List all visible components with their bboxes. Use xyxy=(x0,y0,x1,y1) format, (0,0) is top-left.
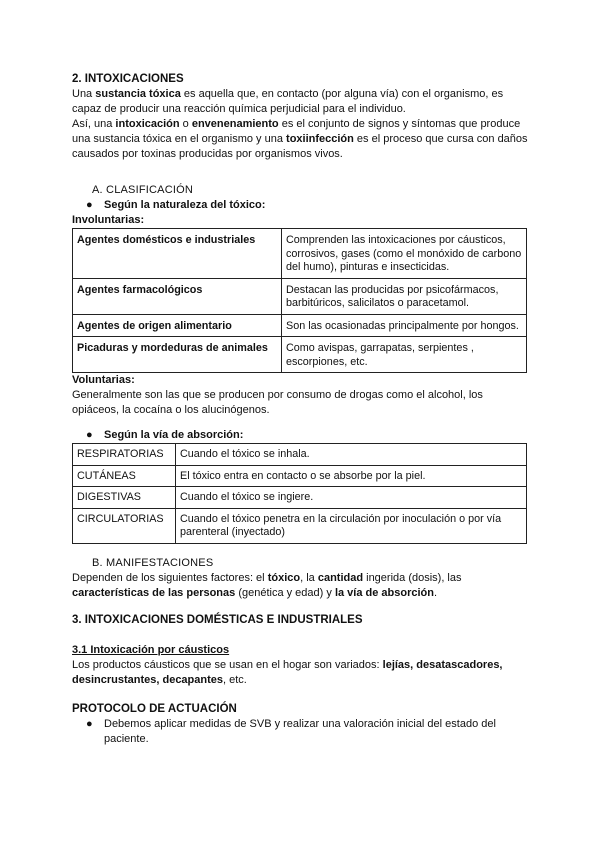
table-cell-value: Comprenden las intoxicaciones por cáusticos, corrosivos, gases (como el monóxido de carbono del humo), pinturas e insecticidas. xyxy=(282,229,527,279)
bold-text: envenenamiento xyxy=(191,118,279,130)
bold-text: características de las personas xyxy=(72,586,236,599)
bullet-protocolo-text: Debemos aplicar medidas de SVB y realizar una valoración inicial del estado del paciente. xyxy=(104,717,496,745)
section-3-title: 3. INTOXICACIONES DOMÉSTICAS E INDUSTRIALES xyxy=(72,613,363,626)
paragraph-manifestaciones xyxy=(72,571,528,601)
table-cell-value: Cuando el tóxico se inhala. xyxy=(176,444,527,466)
document-page xyxy=(72,72,528,747)
section-2-title: 2. INTOXICACIONES xyxy=(72,73,184,85)
bullet-dot-icon: ● xyxy=(86,199,93,211)
table-cell-key: Agentes farmacológicos xyxy=(73,278,282,314)
bold-text: lejías, desatascadores, desincrustantes, decapantes xyxy=(72,658,503,686)
text-run: Los productos cáusticos que se usan en el hogar son variados: xyxy=(72,658,383,671)
table-row xyxy=(73,278,527,314)
table-cell-value: El tóxico entra en contacto o se absorbe por la piel. xyxy=(176,465,527,487)
protocolo-title: PROTOCOLO DE ACTUACIÓN xyxy=(72,702,237,715)
bold-text: intoxicación xyxy=(115,118,180,130)
subsection-caustics-title: 3.1 Intoxicación por cáusticos xyxy=(72,643,230,656)
table-cell-key: Agentes domésticos e industriales xyxy=(73,229,282,279)
text-run: Una xyxy=(72,88,96,100)
bullet-dot-icon: ● xyxy=(86,429,93,441)
table-cell-key: CIRCULATORIAS xyxy=(73,508,176,543)
table-cell-value: Cuando el tóxico se ingiere. xyxy=(176,487,527,509)
bold-text: la vía de absorción xyxy=(334,586,434,599)
bullet-dot-icon: ● xyxy=(86,717,93,730)
label-involuntarias: Involuntarias: xyxy=(72,214,145,226)
paragraph-voluntarias: Generalmente son las que se producen por consumo de drogas como el alcohol, los opiáceos, la cocaína o los alucinógenos. xyxy=(72,389,483,416)
bullet-protocolo xyxy=(86,717,528,747)
table-cell-key: RESPIRATORIAS xyxy=(73,444,176,466)
text-run: , la xyxy=(300,571,318,584)
table-row xyxy=(73,444,527,466)
text-run: es el conjunto de signos y síntomas que produce una sustancia tóxica en el organismo y una xyxy=(72,118,521,145)
table-cell-value: Son las ocasionadas principalmente por hongos. xyxy=(282,314,527,337)
table-row xyxy=(73,314,527,337)
text-run: ingerida (dosis), las xyxy=(363,571,462,584)
bullet-naturaleza-text: Según la naturaleza del tóxico: xyxy=(104,199,266,211)
paragraph-caustics xyxy=(72,658,528,688)
text-run: Así, una xyxy=(72,118,116,130)
heading-manifestaciones: B. MANIFESTACIONES xyxy=(92,556,214,569)
table-cell-value: Como avispas, garrapatas, serpientes , escorpiones, etc. xyxy=(282,337,527,373)
bold-text: cantidad xyxy=(317,571,364,584)
table-involuntarias xyxy=(72,228,527,373)
text-run: , etc. xyxy=(223,673,247,686)
label-voluntarias: Voluntarias: xyxy=(72,374,135,386)
text-run: o xyxy=(179,118,192,130)
table-cell-value: Cuando el tóxico penetra en la circulación por inoculación o por vía parenteral (inyectado) xyxy=(176,508,527,543)
text-run: es el proceso que cursa con daños causados por toxinas producidas por organismos vivos. xyxy=(72,133,528,160)
bold-text: tóxico xyxy=(267,571,301,584)
table-row xyxy=(73,487,527,509)
bold-text: sustancia tóxica xyxy=(95,88,181,100)
bullet-via-absorcion-text: Según la vía de absorción: xyxy=(104,429,244,441)
table-cell-key: Picaduras y mordeduras de animales xyxy=(73,337,282,373)
table-row xyxy=(73,337,527,373)
table-row xyxy=(73,465,527,487)
table-cell-key: Agentes de origen alimentario xyxy=(73,314,282,337)
text-run: es aquella que, en contacto (por alguna vía) con el organismo, es capaz de producir una reacción química perjudicial para el individuo. xyxy=(72,88,504,115)
bullet-naturaleza xyxy=(86,198,528,213)
table-cell-key: DIGESTIVAS xyxy=(73,487,176,509)
paragraph-intoxicacion xyxy=(72,117,528,162)
text-run: Dependen de los siguientes factores: el xyxy=(72,571,268,584)
table-via-absorcion xyxy=(72,443,527,544)
table-row xyxy=(73,508,527,543)
table-cell-value: Destacan las producidas por psicofármacos, barbitúricos, salicilatos o paracetamol. xyxy=(282,278,527,314)
text-run: . xyxy=(433,586,438,599)
table-cell-key: CUTÁNEAS xyxy=(73,465,176,487)
bullet-via-absorcion xyxy=(86,428,528,443)
paragraph-sustancia-toxica xyxy=(72,87,528,117)
text-run: (genética y edad) y xyxy=(235,586,335,599)
bold-text: toxiinfección xyxy=(286,133,354,145)
heading-clasificacion: A. CLASIFICACIÓN xyxy=(92,184,193,196)
table-row xyxy=(73,229,527,279)
